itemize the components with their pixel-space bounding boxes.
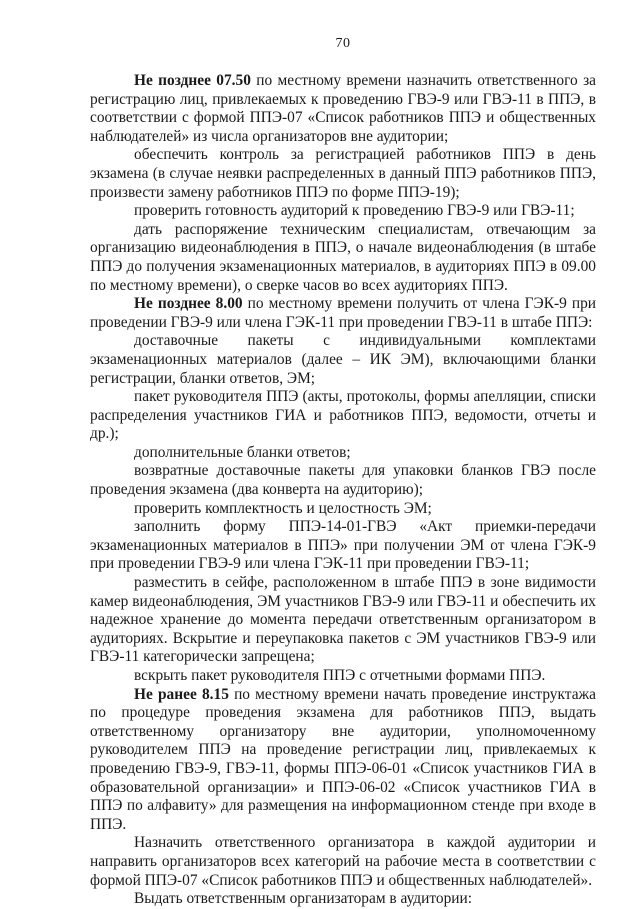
paragraph-8 bbox=[90, 444, 596, 463]
paragraph-4-text: дать распоряжение техническим специалистам, отвечающим за организацию видеонаблюдения в ППЭ, о начале видеонаблюдения (в штабе ППЭ до получения экзаменационных материалов, в аудиториях ППЭ в 09.00 по местному времени), о сверке часов во всех аудиториях ППЭ. bbox=[90, 220, 596, 294]
paragraph-1 bbox=[90, 72, 596, 146]
paragraph-8-text: дополнительные бланки ответов; bbox=[134, 443, 351, 461]
paragraph-9-text: возвратные доставочные пакеты для упаковки бланков ГВЭ после проведения экзамена (два конверта на аудиторию); bbox=[90, 462, 596, 499]
paragraph-7 bbox=[90, 388, 596, 444]
paragraph-13-text: вскрыть пакет руководителя ППЭ с отчетными формами ППЭ. bbox=[134, 667, 546, 684]
paragraph-12-text: разместить в сейфе, расположенном в штабе ППЭ в зоне видимости камер видеонаблюдения, ЭМ участников ГВЭ-9 или ГВЭ-11 и обеспечить их надежное хранение до момента передачи ответственным организатором в аудиториях. Вскрытие и переупаковка пакетов с ЭМ участников ГВЭ-9 или ГВЭ-11 категорически запрещена; bbox=[90, 574, 596, 666]
paragraph-16-text: Выдать ответственным организаторам в аудитории: bbox=[134, 890, 473, 908]
paragraph-5-lead: Не позднее 8.00 bbox=[134, 295, 243, 313]
paragraph-4 bbox=[90, 221, 596, 295]
page-number: 70 bbox=[335, 36, 351, 51]
paragraph-5-text: по местному времени получить от члена ГЭК-9 при проведении ГВЭ-9 или члена ГЭК-11 при проведении ГВЭ-11 в штабе ППЭ: bbox=[90, 295, 597, 331]
paragraph-5 bbox=[90, 295, 596, 332]
paragraph-2 bbox=[90, 146, 596, 202]
paragraph-10-text: проверить комплектность и целостность ЭМ; bbox=[134, 499, 432, 517]
paragraph-15-text: Назначить ответственного организатора в каждой аудитории и направить организаторов всех категорий на рабочие места в соответствии с формой ППЭ-07 «Список работников ППЭ и общественных наблюдателей». bbox=[90, 834, 596, 889]
paragraph-16 bbox=[90, 890, 596, 909]
paragraph-1-text: по местному времени назначить ответственного за регистрацию лиц, привлекаемых к проведению ГВЭ-9 или ГВЭ-11 в ППЭ, в соответствии с формой ППЭ-07 «Список работников ППЭ и общественных наблюдателей» из числа организаторов вне аудитории; bbox=[90, 72, 596, 145]
document-body bbox=[90, 72, 596, 909]
paragraph-13 bbox=[90, 667, 596, 686]
paragraph-6-text: доставочные пакеты с индивидуальными комплектами экзаменационных материалов (далее – ИК ЭМ), включающими бланки регистрации, бланки ответов, ЭМ; bbox=[90, 332, 596, 387]
paragraph-1-lead: Не позднее 07.50 bbox=[134, 72, 251, 89]
paragraph-14-lead: Не ранее 8.15 bbox=[134, 685, 229, 703]
paragraph-9 bbox=[90, 462, 596, 499]
paragraph-14-text: по местному времени начать проведение инструктажа по процедуре проведения экзамена для работников ППЭ, выдать ответственному организатору вне аудитории, уполномоченному руководителем ППЭ на проведение регистрации лиц, привлекаемых к проведению ГВЭ-9, ГВЭ-11, формы ППЭ-06-01 «Список участников ГИА в образовательной организации» и ППЭ-06-02 «Список участников ГИА в ППЭ по алфавиту» для размещения на информационном стенде при входе в ППЭ. bbox=[90, 685, 596, 833]
paragraph-14 bbox=[90, 686, 596, 835]
paragraph-2-text: обеспечить контроль за регистрацией работников ППЭ в день экзамена (в случае неявки распределенных в данный ППЭ работников ППЭ, произвести замену работников ППЭ по форме ППЭ-19); bbox=[90, 146, 596, 201]
paragraph-12 bbox=[90, 574, 596, 667]
paragraph-15 bbox=[90, 834, 596, 890]
paragraph-3-text: проверить готовность аудиторий к проведению ГВЭ-9 или ГВЭ-11; bbox=[134, 202, 575, 220]
paragraph-7-text: пакет руководителя ППЭ (акты, протоколы, формы апелляции, списки распределения участников ГИА и работников ППЭ, ведомости, отчеты и др.); bbox=[90, 388, 596, 443]
paragraph-11-text: заполнить форму ППЭ-14-01-ГВЭ «Акт приемки-передачи экзаменационных материалов в ППЭ» при получении ЭМ от члена ГЭК-9 при проведении ГВЭ-9 или члена ГЭК-11 при проведении ГВЭ-11; bbox=[90, 518, 596, 573]
paragraph-3 bbox=[90, 202, 596, 221]
paragraph-11 bbox=[90, 518, 596, 574]
paragraph-6 bbox=[90, 332, 596, 388]
paragraph-10 bbox=[90, 500, 596, 519]
